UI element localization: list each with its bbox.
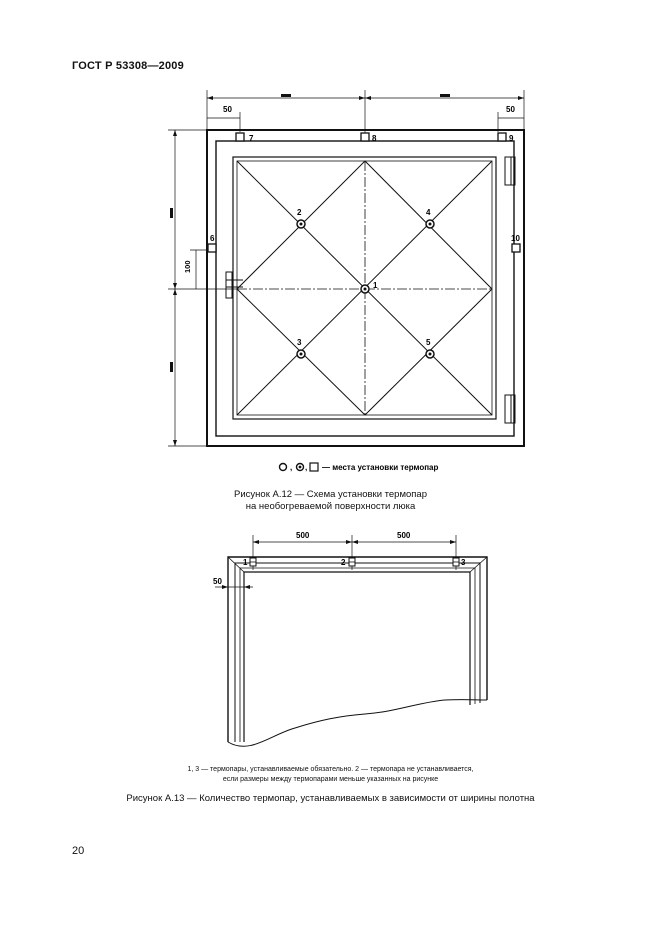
figure-a13-diagram: [0, 520, 661, 760]
point-label-6: 6: [210, 234, 215, 243]
point-label-5: 5: [426, 338, 431, 347]
dim-500-right: 500: [397, 531, 411, 540]
point-label-1: 1: [373, 281, 378, 290]
legend-text: — места установки термопар: [322, 463, 439, 472]
dim-l-side-bottom: [170, 362, 173, 372]
fig13-point-1: 1: [243, 558, 248, 567]
point-label-8: 8: [372, 134, 377, 143]
fig13-note-line2: если размеры между термопарами меньше указанных на рисунке: [222, 776, 439, 783]
fig13-point-2: 2: [341, 558, 346, 567]
caption-a13: Рисунок А.13 — Количество термопар, устанавливаемых в зависимости от ширины полотна: [126, 793, 535, 804]
dim-l-top-right: [440, 94, 450, 97]
dim-l-side-top: [170, 208, 173, 218]
svg-text:,: ,: [290, 463, 293, 472]
dim-500-left: 500: [296, 531, 310, 540]
dim-offset: 100: [183, 260, 192, 273]
dim-edge-left: 50: [223, 105, 232, 114]
point-label-4: 4: [426, 208, 431, 217]
point-label-9: 9: [509, 134, 514, 143]
svg-text:,: ,: [305, 463, 308, 472]
point-label-10: 10: [511, 234, 520, 243]
document-header: ГОСТ Р 53308—2009: [72, 60, 184, 72]
caption-a12-line1: Рисунок А.12 — Схема установки термопар: [234, 489, 427, 500]
legend-symbols: [280, 463, 319, 472]
dim-50-edge: 50: [213, 577, 222, 586]
point-label-2: 2: [297, 208, 302, 217]
point-label-7: 7: [249, 134, 254, 143]
dim-edge-right: 50: [506, 105, 515, 114]
fig13-point-3: 3: [461, 558, 466, 567]
page-number: 20: [72, 845, 85, 857]
dim-l-top-left: [281, 94, 291, 97]
fig13-note-line1: 1, 3 — термопары, устанавливаемые обязательно. 2 — термопара не устанавливается,: [187, 766, 474, 773]
caption-a12-line2: на необогреваемой поверхности люка: [245, 501, 416, 512]
point-label-3: 3: [297, 338, 302, 347]
